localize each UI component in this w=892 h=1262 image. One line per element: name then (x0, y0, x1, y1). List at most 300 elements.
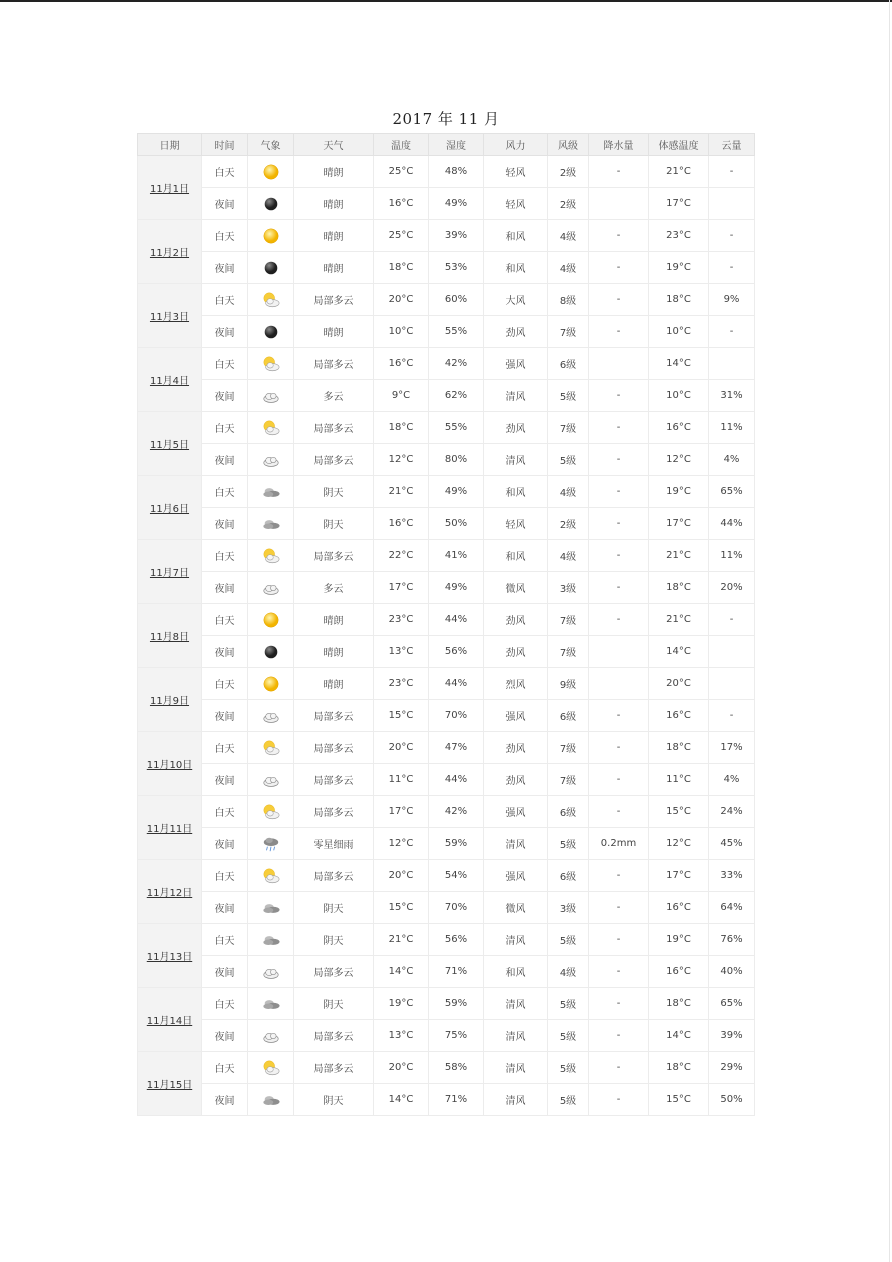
header-precip: 降水量 (589, 134, 649, 156)
wind-level-cell: 3级 (548, 572, 589, 604)
temp-cell: 17°C (374, 796, 429, 828)
wind-level-cell: 7级 (548, 764, 589, 796)
feels-cell: 12°C (649, 828, 709, 860)
temp-cell: 14°C (374, 956, 429, 988)
time-cell: 夜间 (202, 700, 248, 732)
wind-level-cell: 5级 (548, 924, 589, 956)
cloud-cell: - (709, 220, 755, 252)
time-cell: 夜间 (202, 956, 248, 988)
weather-cell: 局部多云 (294, 444, 374, 476)
precip-cell: - (589, 252, 649, 284)
weather-cell: 晴朗 (294, 604, 374, 636)
humidity-cell: 39% (429, 220, 484, 252)
header-icon: 气象 (248, 134, 294, 156)
date-link[interactable]: 11月14日 (146, 1016, 193, 1027)
table-row (138, 604, 755, 636)
wind-cell: 和风 (484, 540, 548, 572)
date-cell (138, 540, 202, 604)
partly-cloudy-icon (262, 1059, 280, 1077)
cloud-cell: - (709, 700, 755, 732)
table-row (138, 828, 755, 860)
temp-cell: 14°C (374, 1084, 429, 1116)
weather-cell: 局部多云 (294, 1052, 374, 1084)
wind-cell: 劲风 (484, 764, 548, 796)
icon-cell (248, 732, 294, 764)
table-row (138, 188, 755, 220)
icon-cell (248, 604, 294, 636)
date-cell (138, 796, 202, 860)
time-cell: 白天 (202, 220, 248, 252)
wind-cell: 微风 (484, 892, 548, 924)
wind-cell: 大风 (484, 284, 548, 316)
cloud-cell: 11% (709, 540, 755, 572)
humidity-cell: 55% (429, 412, 484, 444)
weather-cell: 阴天 (294, 1084, 374, 1116)
cloudy-night-icon (262, 579, 280, 597)
wind-level-cell: 9级 (548, 668, 589, 700)
humidity-cell: 62% (429, 380, 484, 412)
date-link[interactable]: 11月1日 (149, 184, 190, 195)
table-row (138, 1084, 755, 1116)
weather-cell: 局部多云 (294, 764, 374, 796)
weather-cell: 晴朗 (294, 252, 374, 284)
icon-cell (248, 252, 294, 284)
precip-cell (589, 348, 649, 380)
wind-cell: 和风 (484, 476, 548, 508)
weather-cell: 局部多云 (294, 1020, 374, 1052)
temp-cell: 23°C (374, 668, 429, 700)
sunny-icon (262, 163, 280, 181)
precip-cell: - (589, 732, 649, 764)
humidity-cell: 58% (429, 1052, 484, 1084)
humidity-cell: 44% (429, 604, 484, 636)
icon-cell (248, 956, 294, 988)
wind-level-cell: 2级 (548, 156, 589, 188)
cloudy-night-icon (262, 451, 280, 469)
icon-cell (248, 764, 294, 796)
header-row (138, 134, 755, 156)
time-cell: 夜间 (202, 380, 248, 412)
table-row (138, 284, 755, 316)
icon-cell (248, 412, 294, 444)
wind-cell: 和风 (484, 220, 548, 252)
icon-cell (248, 188, 294, 220)
wind-cell: 轻风 (484, 156, 548, 188)
cloudy-night-icon (262, 771, 280, 789)
overcast-icon (262, 931, 280, 949)
date-link[interactable]: 11月10日 (146, 760, 193, 771)
humidity-cell: 80% (429, 444, 484, 476)
precip-cell: - (589, 476, 649, 508)
icon-cell (248, 924, 294, 956)
overcast-icon (262, 483, 280, 501)
wind-cell: 劲风 (484, 636, 548, 668)
date-cell (138, 732, 202, 796)
temp-cell: 11°C (374, 764, 429, 796)
wind-cell: 清风 (484, 924, 548, 956)
date-link[interactable]: 11月6日 (149, 504, 190, 515)
date-link[interactable]: 11月4日 (149, 376, 190, 387)
cloudy-night-icon (262, 1027, 280, 1045)
cloud-cell: 29% (709, 1052, 755, 1084)
temp-cell: 19°C (374, 988, 429, 1020)
date-cell (138, 668, 202, 732)
wind-level-cell: 5级 (548, 828, 589, 860)
temp-cell: 12°C (374, 828, 429, 860)
header-humidity: 湿度 (429, 134, 484, 156)
cloud-cell: 33% (709, 860, 755, 892)
icon-cell (248, 476, 294, 508)
temp-cell: 20°C (374, 860, 429, 892)
humidity-cell: 49% (429, 572, 484, 604)
time-cell: 白天 (202, 796, 248, 828)
table-row (138, 988, 755, 1020)
weather-cell: 多云 (294, 572, 374, 604)
time-cell: 白天 (202, 732, 248, 764)
precip-cell: - (589, 540, 649, 572)
table-row (138, 732, 755, 764)
weather-cell: 多云 (294, 380, 374, 412)
feels-cell: 16°C (649, 892, 709, 924)
humidity-cell: 56% (429, 636, 484, 668)
table-row (138, 892, 755, 924)
time-cell: 夜间 (202, 636, 248, 668)
feels-cell: 11°C (649, 764, 709, 796)
wind-cell: 劲风 (484, 316, 548, 348)
header-weather: 天气 (294, 134, 374, 156)
date-cell (138, 924, 202, 988)
cloud-cell: 76% (709, 924, 755, 956)
feels-cell: 18°C (649, 988, 709, 1020)
top-border (0, 0, 892, 2)
partly-cloudy-icon (262, 547, 280, 565)
date-link[interactable]: 11月5日 (149, 440, 190, 451)
date-cell (138, 988, 202, 1052)
date-cell (138, 860, 202, 924)
header-time: 时间 (202, 134, 248, 156)
time-cell: 白天 (202, 604, 248, 636)
icon-cell (248, 1020, 294, 1052)
weather-cell: 局部多云 (294, 700, 374, 732)
weather-cell: 阴天 (294, 476, 374, 508)
time-cell: 夜间 (202, 188, 248, 220)
weather-cell: 晴朗 (294, 188, 374, 220)
wind-cell: 劲风 (484, 732, 548, 764)
cloud-cell: - (709, 156, 755, 188)
weather-cell: 零星细雨 (294, 828, 374, 860)
wind-level-cell: 7级 (548, 604, 589, 636)
wind-cell: 清风 (484, 380, 548, 412)
humidity-cell: 70% (429, 892, 484, 924)
time-cell: 白天 (202, 348, 248, 380)
weather-cell: 局部多云 (294, 860, 374, 892)
wind-level-cell: 8级 (548, 284, 589, 316)
time-cell: 白天 (202, 924, 248, 956)
humidity-cell: 56% (429, 924, 484, 956)
cloudy-night-icon (262, 707, 280, 725)
clear-night-icon (262, 195, 280, 213)
feels-cell: 17°C (649, 508, 709, 540)
time-cell: 白天 (202, 540, 248, 572)
humidity-cell: 70% (429, 700, 484, 732)
cloud-cell: 24% (709, 796, 755, 828)
feels-cell: 19°C (649, 252, 709, 284)
feels-cell: 14°C (649, 348, 709, 380)
time-cell: 夜间 (202, 444, 248, 476)
temp-cell: 15°C (374, 892, 429, 924)
wind-level-cell: 3级 (548, 892, 589, 924)
cloud-cell: 17% (709, 732, 755, 764)
table-row (138, 380, 755, 412)
date-cell (138, 1052, 202, 1116)
table-row (138, 636, 755, 668)
feels-cell: 18°C (649, 572, 709, 604)
icon-cell (248, 316, 294, 348)
time-cell: 夜间 (202, 252, 248, 284)
temp-cell: 22°C (374, 540, 429, 572)
icon-cell (248, 156, 294, 188)
feels-cell: 10°C (649, 316, 709, 348)
feels-cell: 19°C (649, 476, 709, 508)
humidity-cell: 48% (429, 156, 484, 188)
temp-cell: 18°C (374, 252, 429, 284)
header-wind: 风力 (484, 134, 548, 156)
weather-cell: 晴朗 (294, 316, 374, 348)
wind-cell: 清风 (484, 1084, 548, 1116)
wind-cell: 强风 (484, 796, 548, 828)
wind-level-cell: 4级 (548, 220, 589, 252)
humidity-cell: 42% (429, 348, 484, 380)
overcast-icon (262, 1091, 280, 1109)
date-link[interactable]: 11月9日 (149, 696, 190, 707)
feels-cell: 17°C (649, 188, 709, 220)
temp-cell: 23°C (374, 604, 429, 636)
date-link[interactable]: 11月11日 (146, 824, 193, 835)
table-row (138, 700, 755, 732)
icon-cell (248, 508, 294, 540)
wind-cell: 清风 (484, 444, 548, 476)
wind-cell: 劲风 (484, 604, 548, 636)
wind-level-cell: 5级 (548, 1020, 589, 1052)
precip-cell: - (589, 1020, 649, 1052)
wind-level-cell: 4级 (548, 476, 589, 508)
clear-night-icon (262, 323, 280, 341)
icon-cell (248, 700, 294, 732)
precip-cell (589, 188, 649, 220)
precip-cell: - (589, 764, 649, 796)
table-row (138, 252, 755, 284)
time-cell: 白天 (202, 668, 248, 700)
wind-cell: 烈风 (484, 668, 548, 700)
wind-level-cell: 6级 (548, 348, 589, 380)
date-cell (138, 284, 202, 348)
overcast-icon (262, 515, 280, 533)
partly-cloudy-icon (262, 803, 280, 821)
precip-cell: - (589, 892, 649, 924)
humidity-cell: 49% (429, 476, 484, 508)
wind-level-cell: 5级 (548, 444, 589, 476)
wind-cell: 和风 (484, 956, 548, 988)
time-cell: 白天 (202, 476, 248, 508)
cloud-cell (709, 668, 755, 700)
weather-cell: 晴朗 (294, 156, 374, 188)
weather-cell: 局部多云 (294, 956, 374, 988)
date-link[interactable]: 11月3日 (149, 312, 190, 323)
weather-cell: 晴朗 (294, 668, 374, 700)
feels-cell: 20°C (649, 668, 709, 700)
temp-cell: 20°C (374, 1052, 429, 1084)
wind-level-cell: 2级 (548, 508, 589, 540)
precip-cell: - (589, 700, 649, 732)
date-cell (138, 348, 202, 412)
icon-cell (248, 796, 294, 828)
time-cell: 白天 (202, 860, 248, 892)
icon-cell (248, 572, 294, 604)
time-cell: 夜间 (202, 572, 248, 604)
sunny-icon (262, 611, 280, 629)
humidity-cell: 53% (429, 252, 484, 284)
partly-cloudy-icon (262, 355, 280, 373)
wind-cell: 劲风 (484, 412, 548, 444)
feels-cell: 21°C (649, 156, 709, 188)
precip-cell: - (589, 860, 649, 892)
partly-cloudy-icon (262, 739, 280, 757)
precip-cell: - (589, 284, 649, 316)
icon-cell (248, 444, 294, 476)
table-row (138, 1020, 755, 1052)
wind-cell: 清风 (484, 988, 548, 1020)
table-row (138, 764, 755, 796)
time-cell: 夜间 (202, 1084, 248, 1116)
table-row (138, 220, 755, 252)
icon-cell (248, 380, 294, 412)
icon-cell (248, 1084, 294, 1116)
precip-cell: - (589, 380, 649, 412)
precip-cell: - (589, 508, 649, 540)
date-cell (138, 220, 202, 284)
precip-cell: - (589, 956, 649, 988)
header-wind-level: 风级 (548, 134, 589, 156)
humidity-cell: 41% (429, 540, 484, 572)
humidity-cell: 71% (429, 1084, 484, 1116)
cloud-cell: 65% (709, 476, 755, 508)
feels-cell: 18°C (649, 284, 709, 316)
cloud-cell: 65% (709, 988, 755, 1020)
overcast-icon (262, 995, 280, 1013)
precip-cell: - (589, 796, 649, 828)
wind-level-cell: 5级 (548, 380, 589, 412)
table-row (138, 508, 755, 540)
cloud-cell: 9% (709, 284, 755, 316)
icon-cell (248, 540, 294, 572)
precip-cell: - (589, 604, 649, 636)
wind-level-cell: 7级 (548, 636, 589, 668)
cloud-cell (709, 348, 755, 380)
sunny-icon (262, 675, 280, 693)
cloudy-night-icon (262, 387, 280, 405)
weather-cell: 晴朗 (294, 636, 374, 668)
humidity-cell: 49% (429, 188, 484, 220)
wind-level-cell: 4级 (548, 956, 589, 988)
time-cell: 白天 (202, 156, 248, 188)
icon-cell (248, 220, 294, 252)
temp-cell: 21°C (374, 476, 429, 508)
feels-cell: 16°C (649, 700, 709, 732)
feels-cell: 10°C (649, 380, 709, 412)
precip-cell: 0.2mm (589, 828, 649, 860)
date-link[interactable]: 11月7日 (149, 568, 190, 579)
table-row (138, 316, 755, 348)
humidity-cell: 44% (429, 668, 484, 700)
icon-cell (248, 860, 294, 892)
wind-cell: 和风 (484, 252, 548, 284)
temp-cell: 20°C (374, 732, 429, 764)
table-row (138, 860, 755, 892)
humidity-cell: 59% (429, 828, 484, 860)
weather-cell: 阴天 (294, 924, 374, 956)
cloud-cell: 45% (709, 828, 755, 860)
weather-cell: 阴天 (294, 508, 374, 540)
precip-cell: - (589, 156, 649, 188)
precip-cell: - (589, 316, 649, 348)
weather-cell: 局部多云 (294, 284, 374, 316)
temp-cell: 25°C (374, 156, 429, 188)
precip-cell: - (589, 220, 649, 252)
wind-cell: 强风 (484, 348, 548, 380)
cloud-cell: 4% (709, 764, 755, 796)
feels-cell: 14°C (649, 1020, 709, 1052)
date-link[interactable]: 11月2日 (149, 248, 190, 259)
time-cell: 夜间 (202, 764, 248, 796)
date-cell (138, 604, 202, 668)
table-row (138, 796, 755, 828)
temp-cell: 16°C (374, 348, 429, 380)
wind-cell: 强风 (484, 700, 548, 732)
table-row (138, 572, 755, 604)
wind-level-cell: 6级 (548, 860, 589, 892)
date-link[interactable]: 11月8日 (149, 632, 190, 643)
humidity-cell: 42% (429, 796, 484, 828)
precip-cell (589, 668, 649, 700)
icon-cell (248, 668, 294, 700)
date-link[interactable]: 11月13日 (146, 952, 193, 963)
icon-cell (248, 892, 294, 924)
partly-cloudy-icon (262, 867, 280, 885)
date-link[interactable]: 11月12日 (146, 888, 193, 899)
temp-cell: 13°C (374, 636, 429, 668)
cloud-cell: 44% (709, 508, 755, 540)
humidity-cell: 60% (429, 284, 484, 316)
precip-cell: - (589, 924, 649, 956)
weather-cell: 晴朗 (294, 220, 374, 252)
right-border (889, 0, 890, 1262)
cloud-cell: 11% (709, 412, 755, 444)
time-cell: 夜间 (202, 892, 248, 924)
cloud-cell: 31% (709, 380, 755, 412)
wind-level-cell: 4级 (548, 252, 589, 284)
temp-cell: 20°C (374, 284, 429, 316)
cloud-cell (709, 636, 755, 668)
wind-cell: 清风 (484, 828, 548, 860)
weather-cell: 局部多云 (294, 348, 374, 380)
table-row (138, 668, 755, 700)
temp-cell: 10°C (374, 316, 429, 348)
date-link[interactable]: 11月15日 (146, 1080, 193, 1091)
wind-cell: 微风 (484, 572, 548, 604)
wind-cell: 强风 (484, 860, 548, 892)
table-row (138, 444, 755, 476)
temp-cell: 9°C (374, 380, 429, 412)
